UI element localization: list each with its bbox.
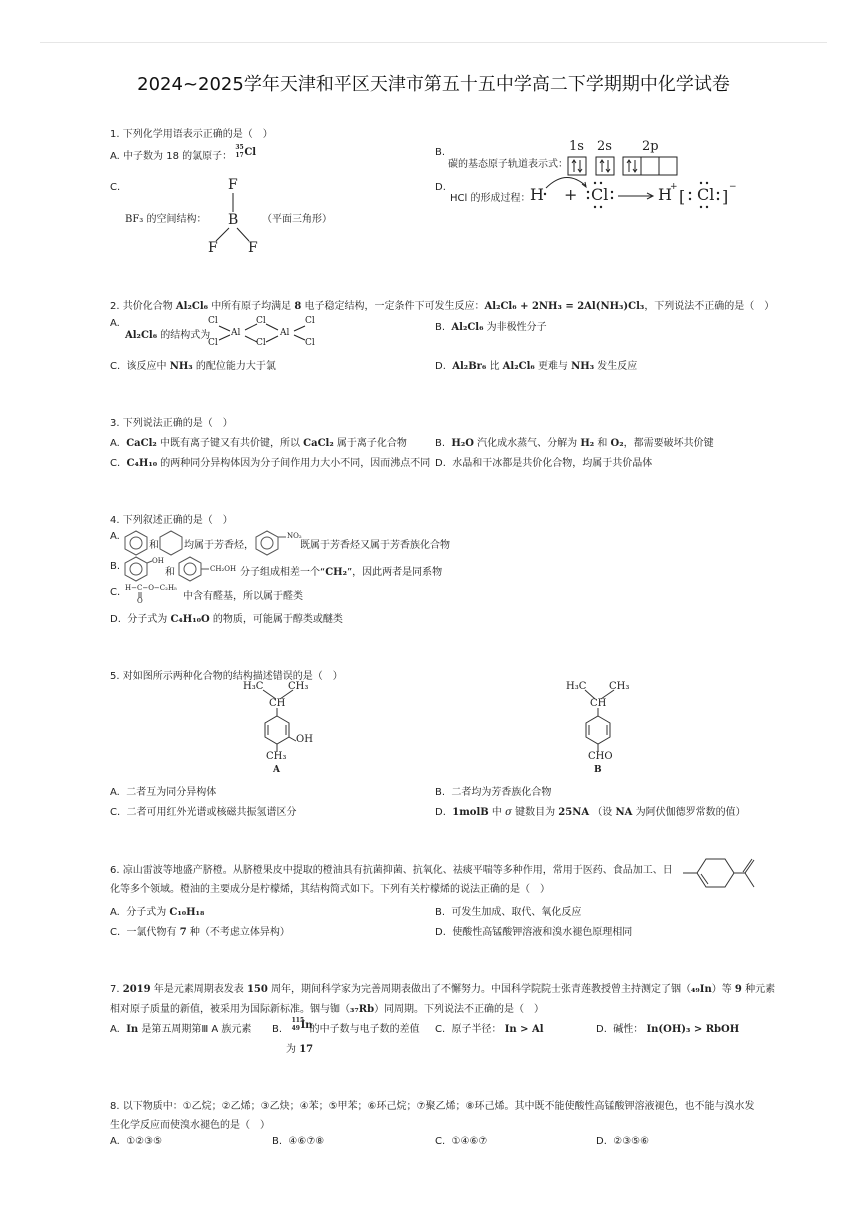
svg-text:+: +	[670, 182, 678, 192]
al2cl6-cl-5: Cl	[256, 338, 266, 348]
q1-option-d-label[interactable]: D.	[435, 182, 446, 193]
q3-option-d[interactable]: D. 水晶和干冰都是共价化合物，均属于共价晶体	[435, 458, 653, 469]
hcl-cl-atom: Cl	[591, 185, 609, 204]
q1-d-text: HCl 的形成过程：	[450, 193, 531, 204]
q8-option-c[interactable]: C. ①④⑥⑦	[435, 1136, 488, 1147]
q2-option-d[interactable]: D. Al₂Br₆ 比 Al₂Cl₆ 更难与 NH₃ 发生反应	[435, 361, 638, 372]
q4-b-oh: OH	[152, 557, 164, 565]
q5b-label: B	[594, 765, 602, 775]
q1-a-text: 中子数为 18 的氯原子：	[123, 151, 233, 162]
svg-text:−: −	[729, 182, 737, 192]
q4-c-text: 中含有醛基，所以属于醛类	[183, 591, 303, 602]
q6-stem-line-2: 化等多个领域。橙油的主要成分是柠檬烯，其结构简式如下。下列有关柠檬烯的说法正确的是（ ）	[110, 884, 550, 895]
bf3-atom-f-right: F	[248, 240, 258, 256]
q7-b-atomic: 49	[291, 1025, 300, 1032]
q4-b-and: 和	[165, 567, 175, 578]
q4-option-c-label[interactable]: C.	[110, 587, 121, 598]
q4-a-and: 和	[149, 540, 159, 551]
al2cl6-cl-4: Cl	[208, 338, 218, 348]
q2-option-b[interactable]: B. Al₂Cl₆ 为非极性分子	[435, 322, 547, 333]
q5a-label: A	[273, 765, 280, 775]
q6-option-b[interactable]: B. 可发生加成、取代、氧化反应	[435, 907, 582, 918]
q7-option-a[interactable]: A. In 是第五周期第Ⅲ A 族元素	[110, 1024, 252, 1035]
q5b-ch3: CH₃	[609, 681, 630, 692]
q1-a-mass: 35	[235, 144, 244, 151]
q4-a-no2: NO₂	[287, 532, 302, 540]
q6-stem-line-1: 6. 凉山雷波等地盛产脐橙。从脐橙果皮中提取的橙油具有抗菌抑菌、抗氧化、祛痰平喘等多种作用，常用于医药、食品加工、日	[110, 865, 673, 876]
q4-b-text: 分子组成相差一个“CH₂”，因此两者是同系物	[240, 567, 443, 578]
q2-option-c[interactable]: C. 该反应中 NH₃ 的配位能力大于氯	[110, 361, 276, 372]
q4-a-text-2: 既属于芳香烃又属于芳香族化合物	[300, 540, 450, 551]
q1-c-text: BF₃ 的空间结构：	[125, 214, 207, 225]
q8-option-d[interactable]: D. ②③⑤⑥	[596, 1136, 650, 1147]
al2cl6-cl-3: Cl	[305, 316, 315, 326]
q5b-cho: CHO	[588, 751, 613, 762]
q1-option-c-label[interactable]: C.	[110, 182, 121, 193]
q3-option-c[interactable]: C. C₄H₁₀ 的两种同分异构体因为分子间作用力大小不同，因而沸点不同	[110, 458, 431, 469]
q5-option-c[interactable]: C. 二者可用红外光谱或核磁共振氢谱区分	[110, 807, 297, 818]
orbital-1s-label: 1s	[569, 139, 584, 154]
q6-option-c[interactable]: C. 一氯代物有 7 种（不考虑立体异构）	[110, 927, 290, 938]
q8-stem-line-2: 生化学反应而使溴水褪色的是（ ）	[110, 1120, 270, 1131]
orbital-2p-label: 2p	[642, 139, 659, 154]
al2cl6-cl-2: Cl	[256, 316, 266, 326]
al2cl6-al-2: Al	[280, 328, 290, 338]
q5a-oh: OH	[296, 734, 313, 745]
q4-a-text-1: 均属于芳香烃，	[184, 540, 254, 551]
al2cl6-al-1: Al	[231, 328, 241, 338]
svg-text:[: [	[679, 187, 686, 206]
q7-b-symbol: In	[300, 1020, 313, 1031]
q8-option-a[interactable]: A. ①②③⑤	[110, 1136, 163, 1147]
q4-option-b-label[interactable]: B.	[110, 561, 121, 572]
q4-b-ch2oh: CH₂OH	[210, 565, 237, 573]
q7-b-text-2: 为 17	[286, 1044, 314, 1055]
q3-option-a[interactable]: A. CaCl₂ 中既有离子键又有共价键，所以 CaCl₂ 属于离子化合物	[110, 438, 407, 449]
q5-stem: 5. 对如图所示两种化合物的结构描述错误的是（ ）	[110, 671, 343, 682]
hcl-product-cl: Cl	[697, 185, 715, 204]
bf3-atom-f-top: F	[228, 177, 238, 193]
orbital-2s-label: 2s	[597, 139, 612, 154]
svg-text:]: ]	[722, 187, 729, 206]
hcl-product-h: H	[658, 185, 672, 204]
q7-stem-line-1: 7. 2019 年是元素周期表发表 150 周年，期间科学家为完善周期表做出了不懈努力。中国科学院院士张青莲教授曾主持测定了铟（₄₉In）等 9 种元素	[110, 984, 776, 995]
q5b-h3c: H₃C	[566, 681, 587, 692]
q5-option-b[interactable]: B. 二者均为芳香族化合物	[435, 787, 552, 798]
page-title: 2024~2025学年天津和平区天津市第五十五中学高二下学期期中化学试卷	[137, 74, 730, 95]
q1-c-note: （平面三角形）	[262, 214, 332, 225]
q1-b-text: 碳的基态原子轨道表示式：	[448, 159, 568, 170]
q5a-h3c: H₃C	[243, 681, 264, 692]
q2-a-text: Al₂Cl₆ 的结构式为	[125, 330, 211, 341]
q8-option-b[interactable]: B. ④⑥⑦⑧	[272, 1136, 325, 1147]
q1-a-atomic: 17	[235, 152, 244, 159]
q8-stem-line-1: 8. 以下物质中：①乙烷；②乙烯；③乙炔；④苯；⑤甲苯；⑥环己烷；⑦聚乙烯；⑧环己烯。其中既不能使酸性高锰酸钾溶液褪色，也不能与溴水发	[110, 1101, 755, 1112]
q5-option-a[interactable]: A. 二者互为同分异构体	[110, 787, 217, 798]
q5-option-d[interactable]: D. 1molB 中 σ 键数目为 25NA （设 NA 为阿伏伽德罗常数的值）	[435, 807, 746, 818]
q4-c-oxygen: O	[137, 597, 143, 605]
q1-option-b-label[interactable]: B.	[435, 147, 446, 158]
al2cl6-cl-6: Cl	[305, 338, 315, 348]
q3-stem: 3. 下列说法正确的是（ ）	[110, 418, 233, 429]
q1-a-label: A.	[110, 151, 120, 162]
q5b-ch: CH	[590, 698, 607, 709]
q3-option-b[interactable]: B. H₂O 汽化成水蒸气、分解为 H₂ 和 O₂，都需要破坏共价键	[435, 438, 714, 449]
q1-stem: 1. 下列化学用语表示正确的是（ ）	[110, 129, 273, 140]
q7-option-d[interactable]: D. 碱性： In(OH)₃ > RbOH	[596, 1024, 740, 1035]
bf3-atom-f-left: F	[208, 240, 218, 256]
q4-option-d[interactable]: D. 分子式为 C₄H₁₀O 的物质，可能属于醇类或醚类	[110, 614, 343, 625]
q4-c-struct: H−C−O−C₂H₅	[125, 584, 177, 592]
q5a-ch3: CH₃	[266, 751, 287, 762]
q2-stem: 2. 共价化合物 Al₂Cl₆ 中所有原子均满足 8 电子稳定结构，一定条件下可发生反应：Al₂Cl₆ + 2NH₃ = 2Al(NH₃)Cl₃，下列说法不正确的是（ ）	[110, 301, 775, 312]
q1-a-symbol: Cl	[244, 147, 257, 158]
q5a-ch3-top: CH₃	[288, 681, 309, 692]
al2cl6-cl-1: Cl	[208, 316, 218, 326]
q6-option-d[interactable]: D. 使酸性高锰酸钾溶液和溴水褪色原理相同	[435, 927, 633, 938]
q7-option-b[interactable]: B. 115 49 In 的中子数与电子数的差值	[272, 1017, 420, 1035]
q7-stem-line-2: 相对原子质量的新值，被采用为国际新标准。铟与铷（₃₇Rb）同周期。下列说法不正确的是（ ）	[110, 1004, 545, 1015]
q5a-ch: CH	[269, 698, 286, 709]
hcl-h-atom: H	[530, 185, 544, 204]
bf3-atom-b: B	[228, 212, 239, 228]
q2-option-a-label[interactable]: A.	[110, 318, 120, 329]
q7-option-c[interactable]: C. 原子半径： In > Al	[435, 1024, 544, 1035]
hcl-plus: +	[564, 185, 578, 204]
q6-option-a[interactable]: A. 分子式为 C₁₀H₁₈	[110, 907, 205, 918]
q4-option-a-label[interactable]: A.	[110, 531, 120, 542]
q4-stem: 4. 下列叙述正确的是（ ）	[110, 515, 233, 526]
q7-b-mass: 115	[291, 1017, 305, 1024]
